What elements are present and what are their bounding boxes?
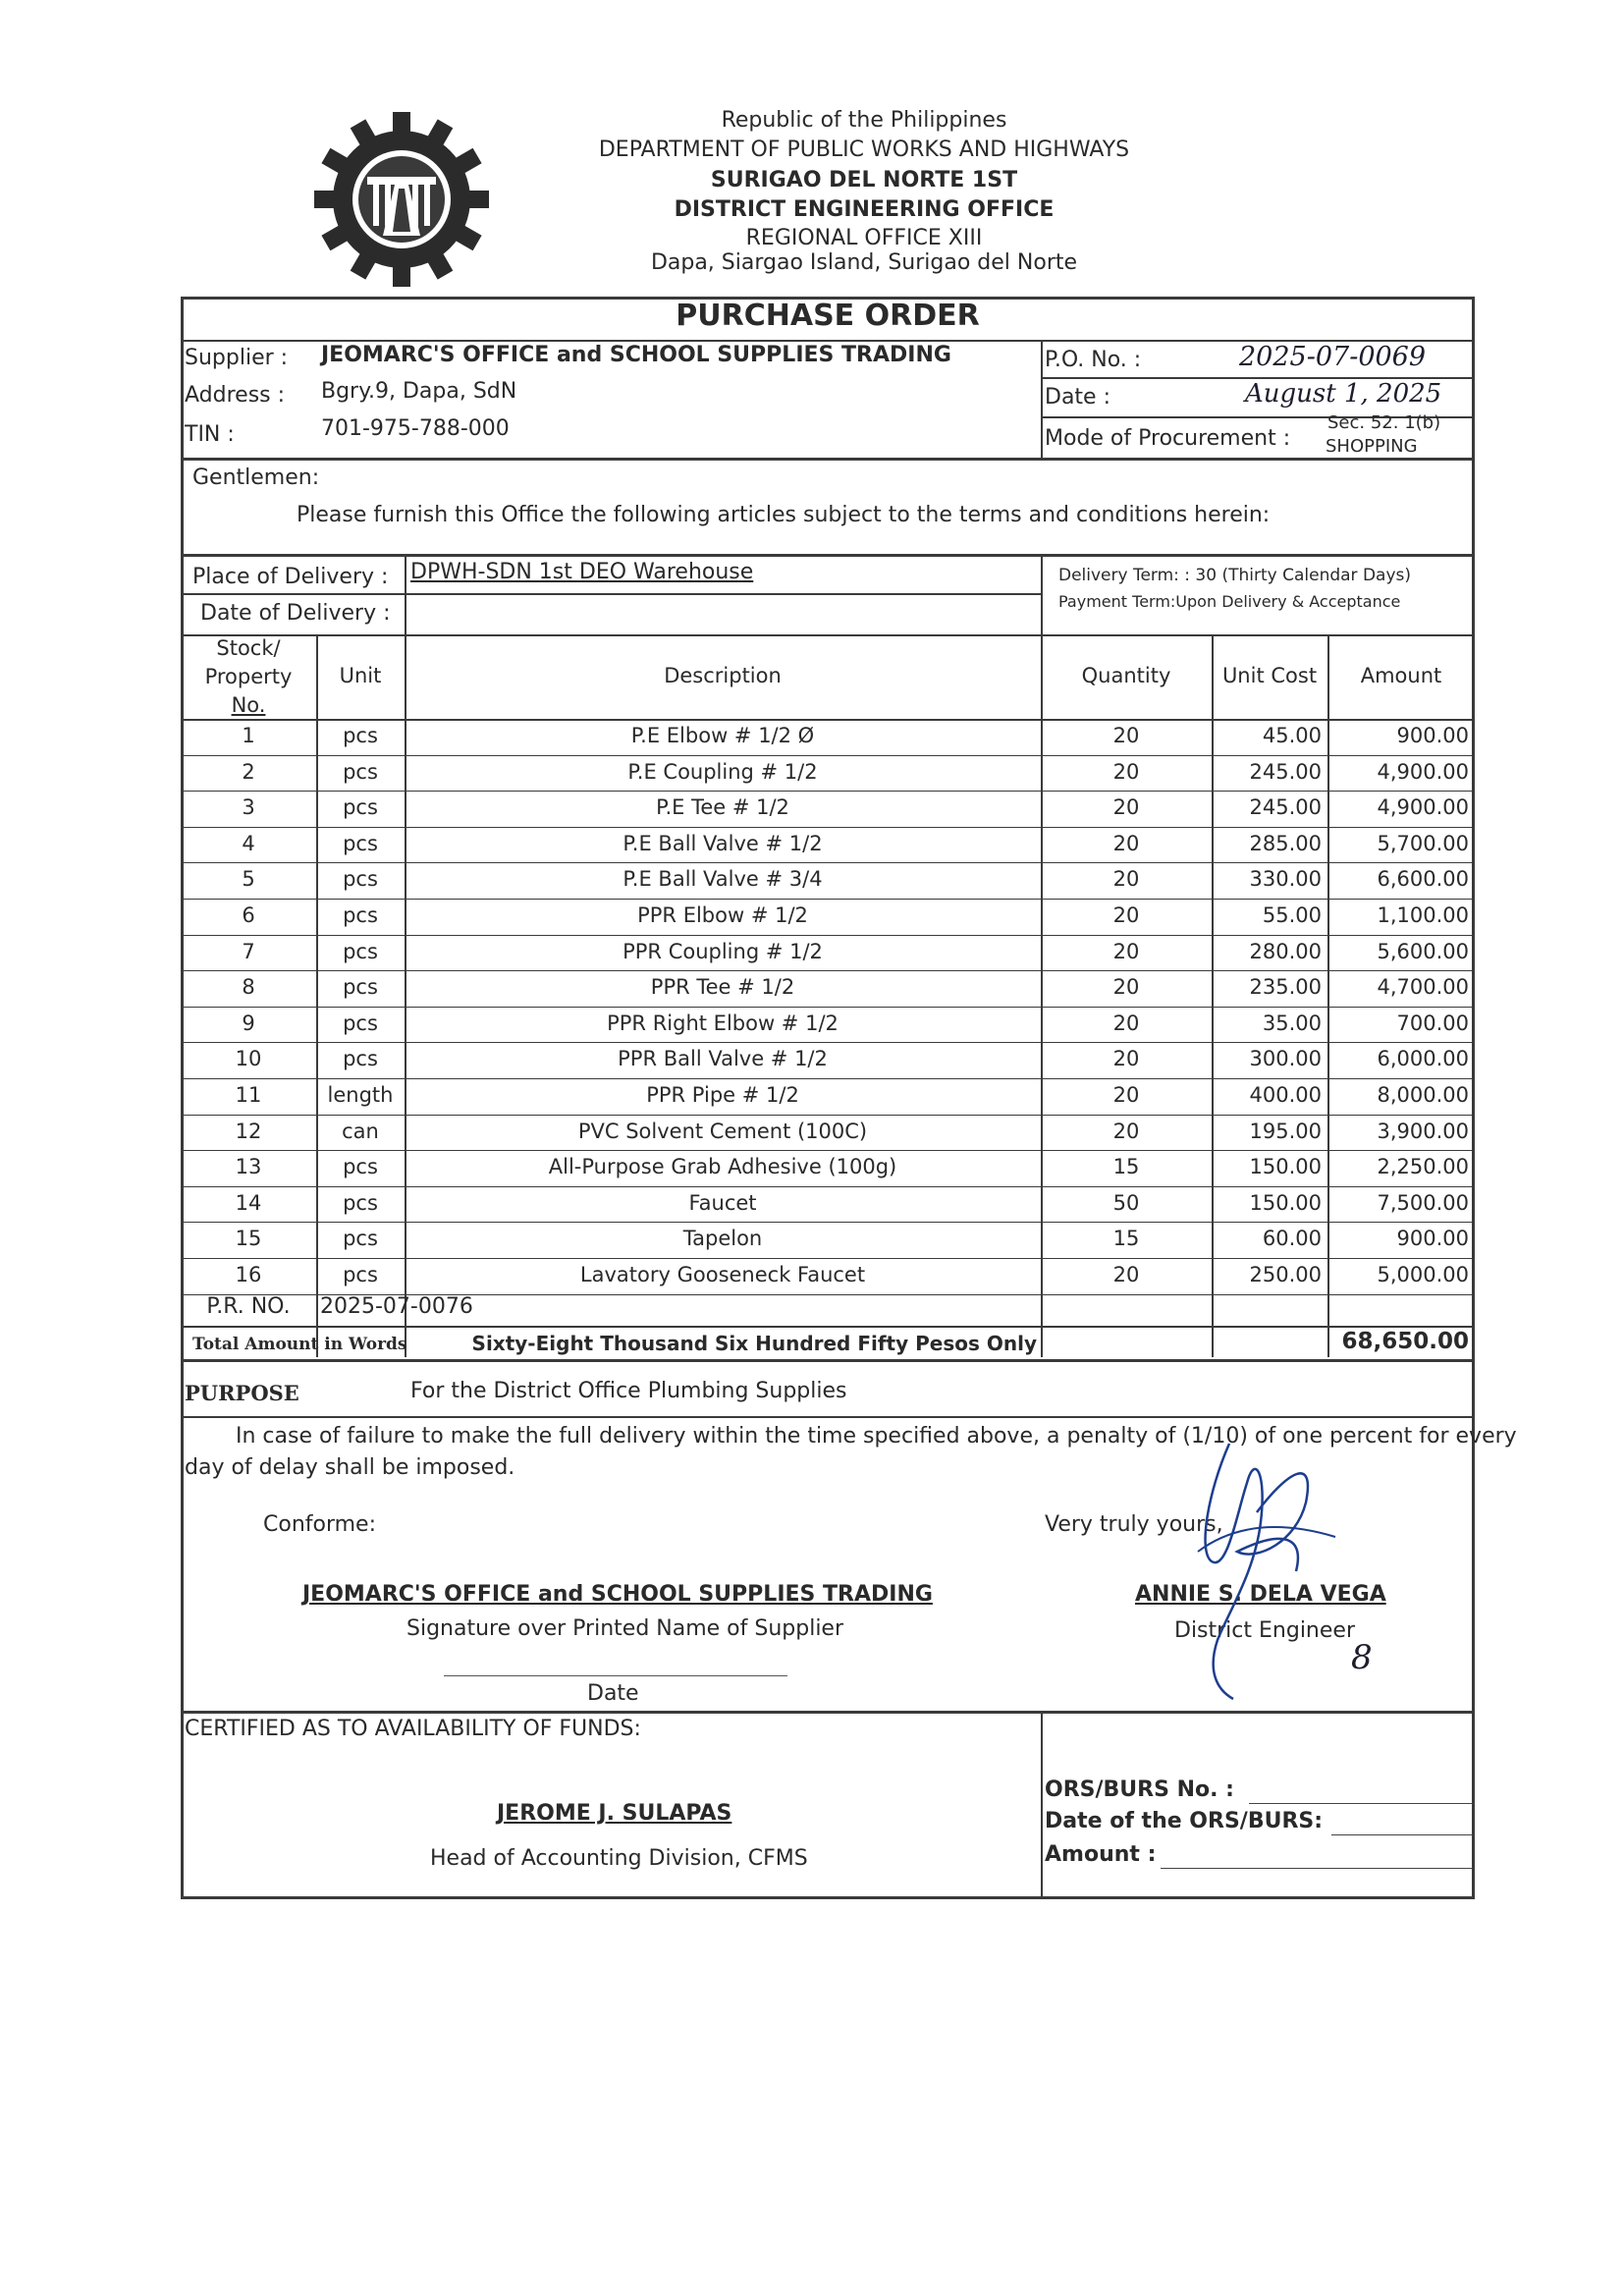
- cell-amount: 5,700.00: [1377, 831, 1469, 855]
- cell-amount: 5,000.00: [1377, 1263, 1469, 1286]
- cell-stock-no: 11: [235, 1083, 262, 1107]
- cell-amount: 4,900.00: [1377, 795, 1469, 820]
- cell-amount: 6,600.00: [1377, 867, 1469, 892]
- cell-unit: pcs: [343, 724, 378, 747]
- col-header-stock-2: Property: [204, 665, 293, 688]
- cell-unit-cost: 150.00: [1249, 1155, 1322, 1179]
- ors-number-label: ORS/BURS No. :: [1045, 1777, 1234, 1802]
- cell-unit-cost: 235.00: [1249, 975, 1322, 1000]
- cell-unit: pcs: [343, 759, 378, 784]
- funds-signatory-name: JEROME J. SULAPAS: [497, 1801, 732, 1826]
- cell-unit: pcs: [343, 1190, 378, 1215]
- gentlemen-text: Gentlemen:: [192, 465, 320, 490]
- supplier-name: JEOMARC'S OFFICE and SCHOOL SUPPLIES TRADING: [321, 343, 951, 367]
- place-of-delivery-value: DPWH-SDN 1st DEO Warehouse: [410, 560, 754, 584]
- cell-unit-cost: 400.00: [1249, 1083, 1322, 1107]
- cell-description: PPR Elbow # 1/2: [637, 903, 808, 927]
- cell-description: Lavatory Gooseneck Faucet: [579, 1263, 866, 1286]
- total-words-label: Total Amount in Words: [192, 1335, 407, 1354]
- cell-description: Faucet: [688, 1190, 757, 1215]
- cell-description: P.E Tee # 1/2: [656, 795, 789, 820]
- cell-unit: pcs: [343, 939, 378, 963]
- cell-unit: pcs: [343, 975, 378, 1000]
- header-line-6: Dapa, Siargao Island, Surigao del Norte: [650, 250, 1078, 275]
- cell-description: PPR Right Elbow # 1/2: [607, 1011, 839, 1035]
- col-header-unit-cost: Unit Cost: [1221, 664, 1318, 687]
- cell-unit-cost: 285.00: [1249, 831, 1322, 855]
- cell-quantity: 20: [1112, 795, 1140, 820]
- conforme-label: Conforme:: [263, 1512, 377, 1537]
- col-header-amount: Amount: [1360, 664, 1442, 687]
- cell-unit: length: [327, 1083, 394, 1107]
- cell-amount: 4,900.00: [1377, 759, 1469, 784]
- cell-quantity: 15: [1112, 1155, 1140, 1179]
- supplier-signature-name: JEOMARC'S OFFICE and SCHOOL SUPPLIES TRADING: [302, 1582, 933, 1607]
- address-label: Address :: [185, 383, 286, 408]
- col-header-unit: Unit: [339, 664, 382, 687]
- cell-amount: 700.00: [1396, 1011, 1469, 1035]
- cell-quantity: 20: [1112, 1011, 1140, 1035]
- cell-amount: 4,700.00: [1377, 975, 1469, 1000]
- cell-amount: 900.00: [1396, 724, 1469, 747]
- cell-unit-cost: 60.00: [1262, 1227, 1322, 1251]
- cell-unit-cost: 195.00: [1249, 1119, 1322, 1143]
- penalty-text-2: day of delay shall be imposed.: [185, 1455, 515, 1480]
- cell-quantity: 15: [1112, 1227, 1140, 1251]
- cell-amount: 900.00: [1396, 1227, 1469, 1251]
- po-number-label: P.O. No. :: [1045, 348, 1142, 372]
- cell-stock-no: 6: [242, 903, 255, 927]
- payment-term: Payment Term:Upon Delivery & Acceptance: [1058, 592, 1401, 611]
- cell-description: P.E Ball Valve # 3/4: [623, 867, 823, 892]
- header-line-2: DEPARTMENT OF PUBLIC WORKS AND HIGHWAYS: [598, 137, 1130, 162]
- cell-stock-no: 8: [242, 975, 255, 1000]
- cell-stock-no: 2: [242, 759, 255, 784]
- cell-description: Tapelon: [682, 1227, 763, 1251]
- cell-unit: pcs: [343, 1047, 378, 1071]
- pr-value: 2025-07-0076: [320, 1294, 473, 1319]
- cell-quantity: 20: [1112, 867, 1140, 892]
- place-of-delivery-label: Place of Delivery :: [192, 565, 389, 589]
- cell-stock-no: 4: [242, 831, 255, 855]
- cell-amount: 1,100.00: [1377, 903, 1469, 927]
- mode-value-2: SHOPPING: [1326, 436, 1418, 457]
- cell-description: P.E Elbow # 1/2 Ø: [630, 724, 815, 747]
- supplier-label: Supplier :: [185, 346, 289, 370]
- col-header-stock-1: Stock/: [216, 636, 281, 660]
- col-header-description: Description: [664, 664, 782, 687]
- delivery-term: Delivery Term: : 30 (Thirty Calendar Days): [1058, 566, 1412, 585]
- cell-quantity: 20: [1112, 1119, 1140, 1143]
- engineer-title: District Engineer: [1174, 1618, 1355, 1643]
- tin-label: TIN :: [185, 422, 235, 447]
- cell-stock-no: 1: [242, 724, 255, 747]
- penalty-text-1: In case of failure to make the full delivery within the time specified above, a penalty of (1/10) of one percent for every: [236, 1424, 1517, 1449]
- cell-amount: 3,900.00: [1377, 1119, 1469, 1143]
- header-line-4: DISTRICT ENGINEERING OFFICE: [674, 197, 1055, 222]
- col-header-quantity: Quantity: [1081, 664, 1171, 687]
- tin-value: 701-975-788-000: [321, 416, 510, 441]
- date-of-delivery-label: Date of Delivery :: [200, 601, 391, 626]
- po-date-label: Date :: [1045, 385, 1110, 410]
- cell-quantity: 20: [1112, 759, 1140, 784]
- col-header-stock-3: No.: [231, 693, 266, 717]
- cell-stock-no: 15: [235, 1227, 262, 1251]
- cell-stock-no: 10: [235, 1047, 262, 1071]
- supplier-date-label: Date: [587, 1681, 639, 1706]
- cell-unit-cost: 330.00: [1249, 867, 1322, 892]
- cell-quantity: 20: [1112, 831, 1140, 855]
- cell-amount: 2,250.00: [1377, 1155, 1469, 1179]
- cell-description: PPR Tee # 1/2: [650, 975, 795, 1000]
- cell-description: P.E Coupling # 1/2: [627, 759, 818, 784]
- cell-description: PVC Solvent Cement (100C): [577, 1119, 868, 1143]
- ors-amount-label: Amount :: [1045, 1842, 1157, 1867]
- cell-unit: pcs: [343, 903, 378, 927]
- cell-unit-cost: 150.00: [1249, 1190, 1322, 1215]
- po-date-value: August 1, 2025: [1245, 379, 1442, 409]
- cell-stock-no: 14: [235, 1190, 262, 1215]
- cell-quantity: 20: [1112, 1263, 1140, 1286]
- po-number-value: 2025-07-0069: [1239, 342, 1427, 372]
- cell-unit: pcs: [343, 867, 378, 892]
- header-line-1: Republic of the Philippines: [721, 108, 1007, 133]
- cell-unit-cost: 55.00: [1262, 903, 1322, 927]
- mode-value-1: Sec. 52. 1(b): [1327, 412, 1441, 433]
- cell-stock-no: 9: [242, 1011, 255, 1035]
- cell-stock-no: 5: [242, 867, 255, 892]
- mode-label: Mode of Procurement :: [1045, 426, 1291, 451]
- pr-label: P.R. NO.: [206, 1294, 291, 1319]
- cell-unit-cost: 245.00: [1249, 795, 1322, 820]
- cell-amount: 7,500.00: [1377, 1190, 1469, 1215]
- initial-mark: 8: [1351, 1638, 1373, 1677]
- cell-unit: pcs: [343, 1263, 378, 1286]
- cell-description: PPR Pipe # 1/2: [646, 1083, 799, 1107]
- engineer-name: ANNIE S. DELA VEGA: [1135, 1582, 1386, 1607]
- cell-amount: 8,000.00: [1377, 1083, 1469, 1107]
- cell-description: PPR Coupling # 1/2: [623, 939, 823, 963]
- cell-unit: pcs: [343, 1155, 378, 1179]
- very-truly-yours: Very truly yours,: [1045, 1512, 1223, 1537]
- cell-unit-cost: 300.00: [1249, 1047, 1322, 1071]
- total-words-value: Sixty-Eight Thousand Six Hundred Fifty Pesos Only: [471, 1332, 1037, 1355]
- cell-stock-no: 7: [242, 939, 255, 963]
- purpose-label: PURPOSE: [185, 1381, 299, 1405]
- cell-quantity: 20: [1112, 724, 1140, 747]
- cell-unit: pcs: [343, 831, 378, 855]
- supplier-signature-caption: Signature over Printed Name of Supplier: [406, 1616, 844, 1641]
- cell-unit-cost: 245.00: [1249, 759, 1322, 784]
- cell-description: PPR Ball Valve # 1/2: [618, 1047, 828, 1071]
- cell-unit-cost: 45.00: [1262, 724, 1322, 747]
- cell-quantity: 20: [1112, 975, 1140, 1000]
- cell-description: All-Purpose Grab Adhesive (100g): [548, 1155, 897, 1179]
- cell-stock-no: 12: [235, 1119, 262, 1143]
- cell-quantity: 20: [1112, 1083, 1140, 1107]
- cell-description: P.E Ball Valve # 1/2: [623, 831, 823, 855]
- cell-unit: pcs: [343, 795, 378, 820]
- instruction-text: Please furnish this Office the following articles subject to the terms and conditions herein:: [297, 503, 1271, 527]
- cell-unit: can: [342, 1119, 379, 1143]
- cell-stock-no: 16: [235, 1263, 262, 1286]
- cell-quantity: 20: [1112, 939, 1140, 963]
- funds-signatory-title: Head of Accounting Division, CFMS: [430, 1846, 808, 1871]
- page-title: PURCHASE ORDER: [676, 299, 980, 333]
- cell-stock-no: 3: [242, 795, 255, 820]
- total-amount: 68,650.00: [1341, 1329, 1469, 1354]
- cell-unit-cost: 250.00: [1249, 1263, 1322, 1286]
- cell-amount: 5,600.00: [1377, 939, 1469, 963]
- ors-date-label: Date of the ORS/BURS:: [1045, 1809, 1324, 1833]
- cell-quantity: 20: [1112, 903, 1140, 927]
- header-line-5: REGIONAL OFFICE XIII: [745, 226, 983, 250]
- cell-quantity: 20: [1112, 1047, 1140, 1071]
- funds-label: CERTIFIED AS TO AVAILABILITY OF FUNDS:: [185, 1717, 641, 1741]
- cell-unit: pcs: [343, 1227, 378, 1251]
- purpose-value: For the District Office Plumbing Supplies: [410, 1379, 847, 1403]
- header-line-3: SURIGAO DEL NORTE 1ST: [710, 168, 1018, 192]
- cell-unit-cost: 280.00: [1249, 939, 1322, 963]
- address-value: Bgry.9, Dapa, SdN: [321, 379, 517, 404]
- engineer-signature: [1139, 1414, 1355, 1709]
- cell-unit: pcs: [343, 1011, 378, 1035]
- cell-quantity: 50: [1112, 1190, 1140, 1215]
- cell-unit-cost: 35.00: [1262, 1011, 1322, 1035]
- cell-amount: 6,000.00: [1377, 1047, 1469, 1071]
- cell-stock-no: 13: [235, 1155, 262, 1179]
